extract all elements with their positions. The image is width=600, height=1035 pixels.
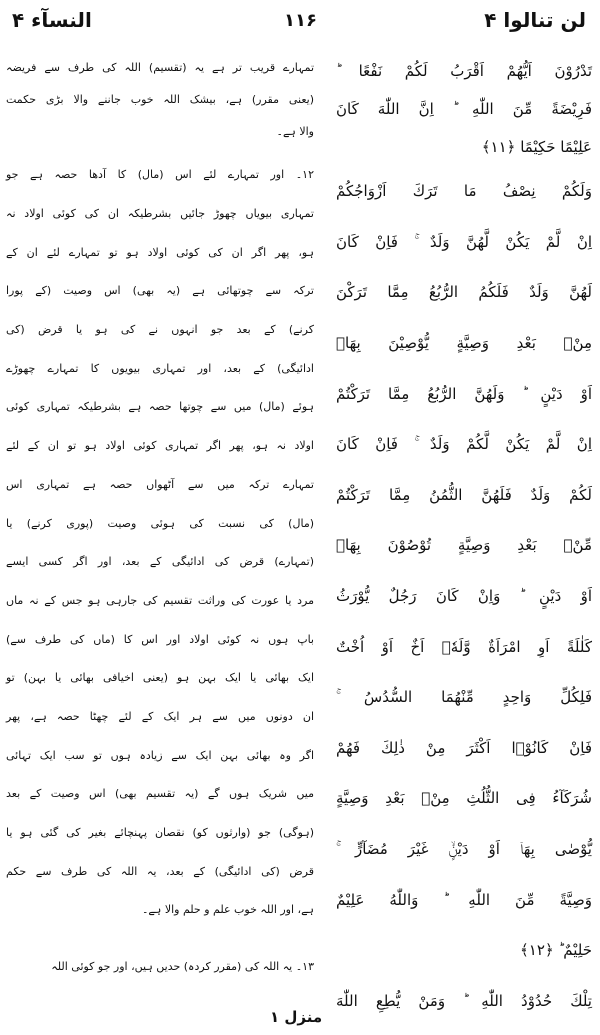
arabic-verse-line — [336, 166, 592, 217]
page-number: ۱۱۶ — [284, 10, 317, 31]
arabic-verse-text: فَرِيْضَةً مِّنَ اللّٰهِ ؕ اِنَّ اللّٰهَ كَانَ — [336, 100, 592, 118]
arabic-verse-line — [336, 672, 592, 723]
arabic-verse-line — [336, 520, 592, 571]
urdu-translation-line — [6, 195, 314, 234]
arabic-verse-line — [336, 773, 592, 824]
urdu-translation-text: (ہوگی) جو (وارثوں کو) نقصان پہنچائے بغیر کی گئی ہو یا — [6, 826, 314, 840]
urdu-translation-line — [6, 233, 314, 272]
urdu-translation-text: تمہاری بیویاں چھوڑ جائیں بشرطیکہ ان کی کوئی اولاد نہ — [6, 207, 314, 221]
urdu-translation-line — [6, 582, 314, 621]
urdu-translation-text: مرد یا عورت کی وراثت تقسیم کی جارہی ہو جس کے نہ ماں — [6, 593, 314, 607]
arabic-verse-line — [336, 824, 592, 875]
arabic-verse-line — [336, 874, 592, 925]
urdu-translation-line — [6, 504, 314, 543]
arabic-verse-line — [336, 621, 592, 672]
arabic-verse-text: اَوْ دَيْنٍ ؕ وَاِنْ كَانَ رَجُلٌ يُّوْرَثُ — [336, 587, 592, 606]
urdu-translation-text: ترکہ سے چوتھائی ہے (یہ بھی) اس وصیت (کے پورا — [6, 284, 314, 298]
urdu-translation-text: قرض (کی ادائیگی) کے بعد، یہ اللہ کی طرف سے حکم — [6, 864, 314, 878]
arabic-verse-line — [336, 571, 592, 622]
urdu-translation-line — [6, 620, 314, 659]
urdu-translation-line — [6, 311, 314, 350]
urdu-translation-line — [6, 349, 314, 388]
urdu-translation-text: (تمہارے) قرض کی ادائیگی کے بعد، اور اگر کسی ایسے — [6, 555, 314, 569]
arabic-verse-text: لَكُمْ وَلَدٌ فَلَهُنَّ الثُّمُنُ مِمَّا تَرَكْتُمْ — [336, 485, 592, 504]
urdu-translation-line — [6, 427, 314, 466]
arabic-verse-text: شُرَكَآءُ فِى الثُّلُثِ مِنْۢ بَعْدِ وَصِيَّةٍ — [336, 789, 592, 808]
urdu-translation-line — [6, 814, 314, 853]
urdu-translation-line — [6, 891, 314, 930]
urdu-translation-line — [6, 388, 314, 427]
arabic-verse-text: وَصِيَّةً مِّنَ اللّٰهِ ؕ وَاللّٰهُ عَلِيْمٌ — [336, 890, 592, 909]
urdu-translation-line — [6, 272, 314, 311]
juz-name: لن تنالوا ۴ — [484, 8, 586, 32]
urdu-translation-line — [6, 775, 314, 814]
arabic-verse-text: عَلِيْمًا حَكِيْمًا ﴿۱۱﴾ — [481, 138, 592, 156]
arabic-verse-text: فَلِكُلِّ وَاحِدٍ مِّنْهُمَا السُّدُسُ ۚ — [336, 688, 592, 707]
arabic-verse-text: تَدْرُوْنَ اَيُّهُمْ اَقْرَبُ لَكُمْ نَفْعًا ؕ — [336, 62, 592, 80]
arabic-verse-text: يُّوْصٰى بِهَاۤ اَوْ دَيْنٍۙ غَيْرَ مُضَآرٍّ ۚ — [336, 840, 592, 859]
arabic-verse-line — [336, 368, 592, 419]
urdu-translation-text: ۱۳۔ یہ اللہ کی (مقرر کردہ) حدیں ہیں، اور جو کوئی اللہ — [51, 960, 314, 974]
urdu-translation-line — [6, 52, 314, 84]
arabic-verse-text: وَلَكُمْ نِصْفُ مَا تَرَكَ اَزْوَاجُكُمْ — [336, 182, 592, 201]
urdu-translation-text: (مال) کی نسبت کی ہوئی وصیت (پوری کرنے) یا — [6, 516, 314, 530]
arabic-verse-line — [336, 723, 592, 774]
arabic-verse-line — [336, 470, 592, 521]
arabic-verse-text: تِلْكَ حُدُوْدُ اللّٰهِ ؕ وَمَنْ يُّطِعِ اللّٰهَ — [336, 991, 592, 1010]
arabic-verse-line — [336, 925, 592, 976]
urdu-translation-text: ہے، اور اللہ خوب علم و حلم والا ہے۔ — [141, 903, 314, 917]
urdu-translation-text: تمہارے قریب تر ہے یہ (تقسیم) اللہ کی طرف سے فریضہ — [6, 61, 314, 74]
urdu-translation-line — [6, 698, 314, 737]
arabic-verse-text: اَوْ دَيْنٍ ؕ وَلَهُنَّ الرُّبُعُ مِمَّا تَرَكْتُمْ — [336, 384, 592, 403]
urdu-translation-text: ہو، پھر اگر ان کی کوئی اولاد ہو تو تمہارے لئے ان کے — [6, 245, 314, 259]
urdu-translation-line — [6, 543, 314, 582]
urdu-translation-text: کرنے) کے بعد جو انہوں نے کی ہو یا قرض (کی — [6, 323, 314, 337]
arabic-verse-text: لَهُنَّ وَلَدٌ فَلَكُمُ الرُّبُعُ مِمَّا تَرَكْنَ — [336, 283, 592, 302]
urdu-translation-text: والا ہے۔ — [276, 125, 314, 138]
arabic-verse-line — [336, 267, 592, 318]
urdu-translation-line — [6, 466, 314, 505]
urdu-translation-line — [6, 736, 314, 775]
arabic-verse-text: مِنْۢ بَعْدِ وَصِيَّةٍ يُّوْصِيْنَ بِهَاۤ — [336, 334, 592, 353]
arabic-verse-text: اِنْ لَّمْ يَكُنْ لَّهُنَّ وَلَدٌ ۚ فَاِنْ كَانَ — [336, 232, 592, 251]
surah-name: النسآء ۴ — [12, 8, 92, 32]
arabic-verse-text: حَلِيْمٌ ؕ ﴿۱۲﴾ — [520, 941, 592, 960]
urdu-translation-text: میں شریک ہوں گے (یہ تقسیم بھی) اس وصیت کے بعد — [6, 787, 314, 801]
manzil-label: منزل ۱ — [270, 1008, 323, 1026]
arabic-verse-line — [336, 52, 592, 90]
arabic-text-column — [336, 52, 592, 1026]
urdu-translation-line — [6, 84, 314, 116]
urdu-translation-column — [6, 52, 314, 1026]
urdu-translation-text: باپ ہوں نہ کوئی اولاد اور اس کا (ماں کی طرف سے) — [6, 632, 314, 646]
urdu-translation-line — [6, 852, 314, 891]
urdu-translation-line — [6, 948, 314, 987]
arabic-verse-line — [336, 217, 592, 268]
arabic-verse-text: اِنْ لَّمْ يَكُنْ لَّكُمْ وَلَدٌ ۚ فَاِنْ كَانَ — [336, 435, 592, 454]
urdu-translation-text: ادائیگی) کے بعد، اور تمہاری بیویوں کا تمہارے چھوڑے — [6, 361, 314, 375]
urdu-translation-line — [6, 156, 314, 195]
arabic-verse-text: فَاِنْ كَانُوْۤا اَكْثَرَ مِنْ ذٰلِكَ فَهُمْ — [336, 738, 592, 757]
urdu-translation-text: تمہارے ترکہ میں سے آٹھواں حصہ ہے تمہاری اس — [6, 477, 314, 491]
urdu-translation-text: ان دونوں میں سے ہر ایک کے لئے چھٹا حصہ ہے، پھر — [6, 709, 314, 723]
arabic-verse-line — [336, 976, 592, 1027]
arabic-verse-text: كَلٰلَةً اَوِ امْرَاَةٌ وَّلَهٗۤ اَخٌ اَوْ اُخْتٌ — [336, 637, 592, 656]
arabic-verse-line — [336, 128, 592, 166]
urdu-translation-text: ایک بھائی یا ایک بہن ہو (یعنی اخیافی بھائی یا بہن) تو — [6, 671, 314, 685]
urdu-translation-text: اگر وہ بھائی بہن ایک سے زیادہ ہوں تو سب ایک تہائی — [6, 748, 314, 762]
urdu-translation-line — [6, 116, 314, 148]
urdu-translation-text: ۱۲۔ اور تمہارے لئے اس (مال) کا آدھا حصہ ہے جو — [6, 168, 314, 182]
urdu-translation-text: (یعنی مقرر) ہے، بیشک اللہ خوب جاننے والا بڑی حکمت — [6, 93, 314, 106]
arabic-verse-line — [336, 90, 592, 128]
arabic-verse-line — [336, 318, 592, 369]
arabic-verse-text: مِّنْۢ بَعْدِ وَصِيَّةٍ تُوْصُوْنَ بِهَاۤ — [336, 536, 592, 555]
urdu-translation-text: ہوئے (مال) میں سے چوتھا حصہ ہے بشرطیکہ تمہاری کوئی — [6, 400, 314, 414]
urdu-translation-text: اولاد نہ ہو، پھر اگر تمہاری کوئی اولاد ہو تو ان کے لئے — [6, 439, 314, 453]
arabic-verse-line — [336, 419, 592, 470]
urdu-translation-line — [6, 659, 314, 698]
